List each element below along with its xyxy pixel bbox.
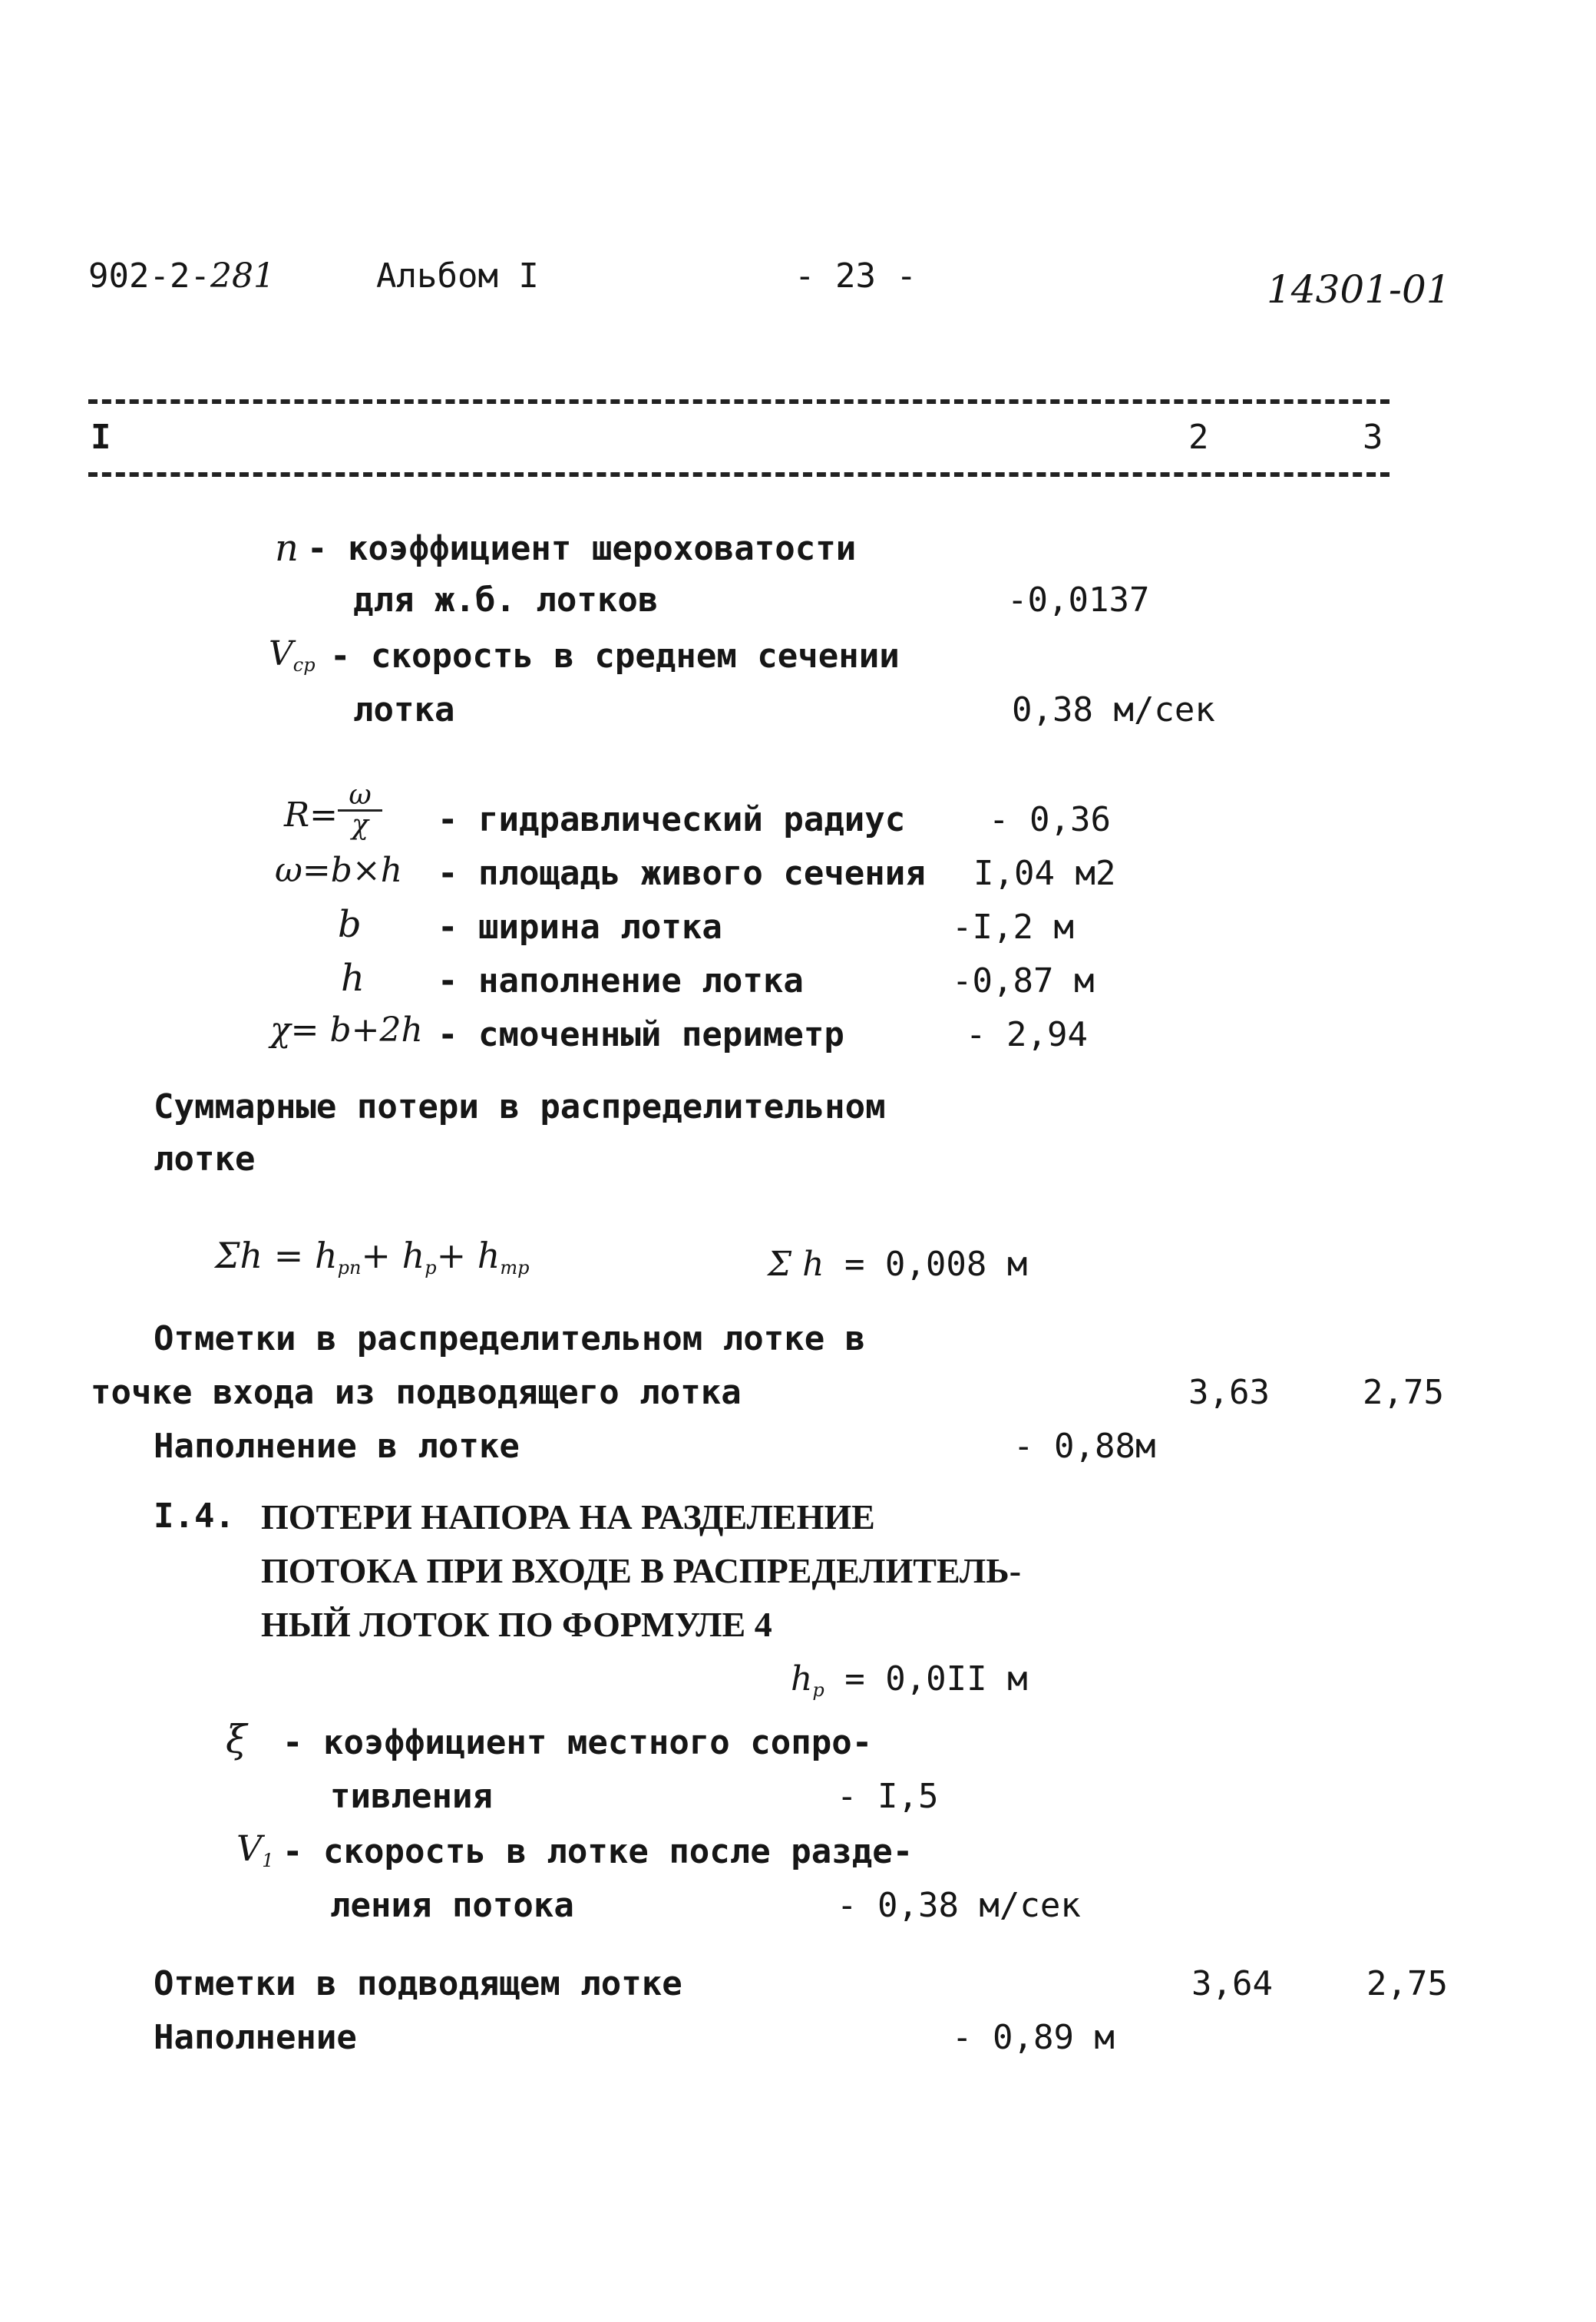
inventory-number: 14301-01 bbox=[1267, 267, 1451, 312]
album-label: Альбом I bbox=[376, 256, 539, 296]
symbol-omega: ω=b×h bbox=[275, 851, 403, 890]
r-numerator: ω bbox=[349, 779, 372, 811]
n-desc-line1: - коэффициент шероховатости bbox=[307, 529, 857, 568]
symbol-v-avg: $V_{ср}$ bbox=[269, 634, 316, 676]
v1-value: - 0,38 м/сек bbox=[837, 1886, 1081, 1925]
marks1-fill-label: Наполнение в лотке bbox=[154, 1427, 520, 1466]
sum-formula: $\Sigma h = h_{рп}+ h_р+ h_{тр}$ bbox=[215, 1235, 530, 1278]
hp-formula: $h_р = 0,0II$ м bbox=[791, 1659, 1028, 1701]
h-desc: - наполнение лотка bbox=[438, 961, 804, 1001]
symbol-b: b bbox=[338, 903, 362, 946]
b-desc: - ширина лотка bbox=[438, 908, 722, 947]
r-value: - 0,36 bbox=[989, 800, 1111, 839]
h-value: -0,87 м bbox=[952, 961, 1095, 1001]
b-value: -I,2 м bbox=[952, 908, 1074, 947]
v1-desc-line1: - скорость в лотке после разде- bbox=[283, 1832, 914, 1871]
marks2-line1: Отметки в подводящем лотке bbox=[154, 1964, 682, 2003]
divider-bottom bbox=[88, 472, 1389, 477]
doc-code: 902-2-281 bbox=[88, 256, 275, 296]
marks1-line1: Отметки в распределительном лотке в bbox=[154, 1319, 866, 1358]
divider-top bbox=[88, 399, 1389, 404]
xi-value: - I,5 bbox=[837, 1777, 939, 1816]
chi-desc: - смоченный периметр bbox=[438, 1015, 844, 1054]
sum-text-line1: Суммарные потери в распределительном bbox=[154, 1087, 886, 1126]
symbol-v1: $V_1$ bbox=[236, 1828, 274, 1871]
v1-desc-line2: ления потока bbox=[330, 1886, 574, 1925]
v-desc-line1: - скорость в среднем сечении bbox=[330, 637, 900, 676]
marks2-col3: 2,75 bbox=[1366, 1964, 1448, 2003]
marks1-line2: точке входа из подводящего лотка bbox=[91, 1373, 742, 1412]
symbol-n: n bbox=[275, 527, 299, 570]
symbol-chi: χ= b+2h bbox=[270, 1011, 423, 1050]
xi-desc-line2: тивления bbox=[330, 1777, 493, 1816]
symbol-h: h bbox=[341, 957, 365, 1000]
omega-value: I,04 м2 bbox=[973, 854, 1116, 893]
symbol-r: R= bbox=[284, 796, 338, 835]
section-title-line1: ПОТЕРИ НАПОРА НА РАЗДЕЛЕНИЕ bbox=[261, 1497, 875, 1536]
column-2-label: 2 bbox=[1188, 418, 1209, 457]
marks1-col3: 2,75 bbox=[1363, 1373, 1444, 1412]
marks1-fill-value: - 0,88м bbox=[1013, 1427, 1156, 1466]
doc-code-handwritten: 281 bbox=[210, 256, 275, 296]
n-desc-line2: для ж.б. лотков bbox=[353, 580, 659, 620]
section-number: I.4. bbox=[154, 1497, 235, 1536]
r-fraction bbox=[336, 779, 384, 841]
v-value: 0,38 м/сек bbox=[1012, 690, 1215, 729]
omega-desc: - площадь живого сечения bbox=[438, 854, 926, 893]
marks2-col2: 3,64 bbox=[1191, 1964, 1273, 2003]
r-desc: - гидравлический радиус bbox=[438, 800, 906, 839]
chi-value: - 2,94 bbox=[966, 1015, 1088, 1054]
column-3-label: 3 bbox=[1363, 418, 1383, 457]
v-desc-line2: лотка bbox=[353, 690, 455, 729]
page-number: - 23 - bbox=[795, 256, 917, 296]
n-value: -0,0137 bbox=[1007, 580, 1150, 620]
marks2-fill-label: Наполнение bbox=[154, 2018, 357, 2057]
xi-desc-line1: - коэффициент местного сопро- bbox=[283, 1723, 873, 1762]
r-denominator: χ bbox=[352, 809, 368, 841]
column-1-label: I bbox=[91, 418, 111, 457]
sum-result: Σ h = 0,008 м bbox=[768, 1245, 1028, 1284]
sum-text-line2: лотке bbox=[154, 1140, 256, 1179]
section-title-line2: ПОТОКА ПРИ ВХОДЕ В РАСПРЕДЕЛИТЕЛЬ- bbox=[261, 1551, 1022, 1590]
symbol-xi: ξ bbox=[226, 1717, 247, 1761]
marks2-fill-value: - 0,89 м bbox=[952, 2018, 1115, 2057]
section-title-line3: НЫЙ ЛОТОК ПО ФОРМУЛЕ 4 bbox=[261, 1605, 772, 1644]
marks1-col2: 3,63 bbox=[1188, 1373, 1270, 1412]
